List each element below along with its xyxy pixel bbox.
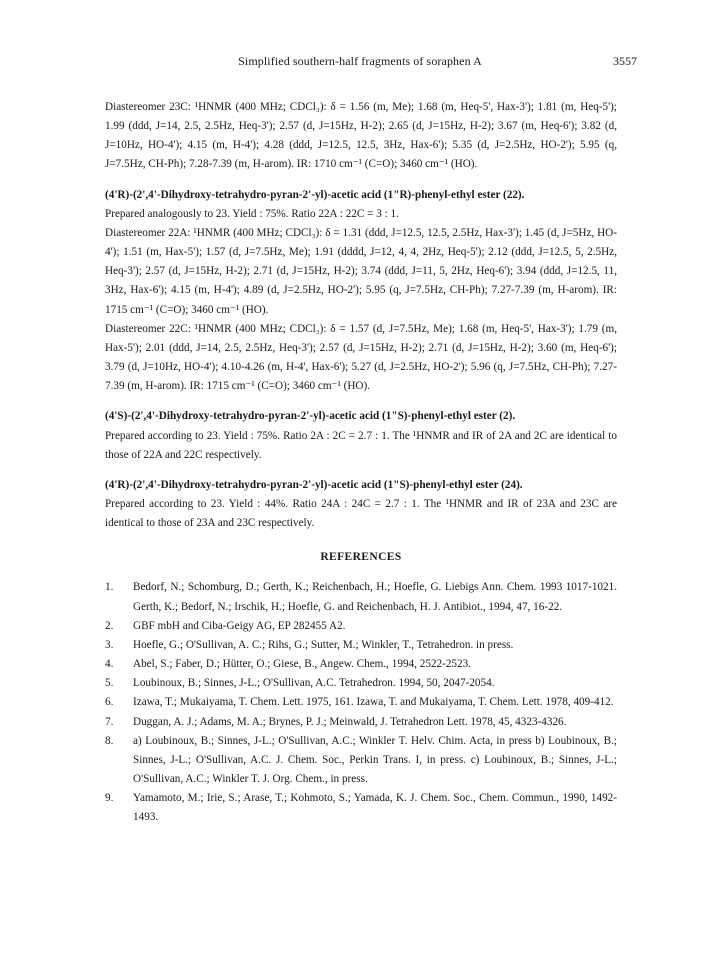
reference-item: 3. Hoefle, G.; O'Sullivan, A. C.; Rihs, G.; Sutter, M.; Winkler, T., Tetrahedron. in press. bbox=[105, 638, 514, 651]
reference-item: 4. Abel, S.; Faber, D.; Hütter, O.; Giese, B., Angew. Chem., 1994, 2522-2523. bbox=[105, 658, 472, 671]
references-heading: REFERENCES bbox=[320, 551, 402, 564]
diastereomer-22c-paragraph: Diastereomer 22C: ¹HNMR (400 MHz; CDCl₃): δ = 1.57 (d, J=7.5Hz, Me); 1.68 (m, Heq-5', Hax-3'); 1.79 (m, Hax-5'); 2.01 (ddd, J=14, 2.5, 2.5Hz, Heq-3'); 2.57 (d, J=15Hz, H-2); 2.71 (d, J=15Hz, H-2); 3.60 (m, Heq-6'); 3.79 (d, J=10Hz, HO-4'); 4.10-4.26 (m, H-4', Hax-6'); 5.27 (d, J=2.5Hz, HO-2'); 5.96 (q, J=7.5Hz, CH-Ph); 7.27-7.39 (m, H-arom). IR: 1715 cm⁻¹ (C=O); 3460 cm⁻¹ (HO). bbox=[105, 322, 617, 393]
compound-22-heading: (4'R)-(2',4'-Dihydroxy-tetrahydro-pyran-2'-yl)-acetic acid (1"R)-phenyl-ethyl ester (22). bbox=[105, 188, 525, 201]
reference-item: 5. Loubinoux, B.; Sinnes, J-L.; O'Sullivan, A.C. Tetrahedron. 1994, 50, 2047-2054. bbox=[105, 677, 495, 690]
compound-24-text: Prepared according to 23. Yield : 44%. Ratio 24A : 24C = 2.7 : 1. The ¹HNMR and IR of 23A and 23C are identical to those of 23A and 23C respectively. bbox=[105, 497, 617, 530]
body-text bbox=[105, 98, 617, 827]
reference-item: 9. Yamamoto, M.; Irie, S.; Arase, T.; Kohmoto, S.; Yamada, K. J. Chem. Soc., Chem. Commun., 1990, 1492-1493. bbox=[105, 792, 617, 824]
reference-item: 6. Izawa, T.; Mukaiyama, T. Chem. Lett. 1975, 161. Izawa, T. and Mukaiyama, T. Chem. Lett. 1978, 409-412. bbox=[105, 696, 614, 709]
page-number: 3557 bbox=[613, 54, 637, 68]
diastereomer-23c-paragraph: Diastereomer 23C: ¹HNMR (400 MHz; CDCl₃): δ = 1.56 (m, Me); 1.68 (m, Heq-5', Hax-3'); 1.81 (m, Heq-5'); 1.99 (ddd, J=14, 2.5, 2.5Hz, Heq-3'); 2.57 (d, J=15Hz, H-2); 2.65 (d, J=15Hz, H-2); 3.67 (m, Heq-6'); 3.82 (d, J=10Hz, HO-4'); 4.15 (m, H-4'); 4.28 (ddd, J=12.5, 12.5, 3Hz, Hax-6'); 5.35 (d, J=2.5Hz, HO-2'); 5.95 (q, J=7.5Hz, CH-Ph); 7.28-7.39 (m, H-arom). IR: 1710 cm⁻¹ (C=O); 3460 cm⁻¹ (HO). bbox=[105, 101, 617, 171]
reference-item: 2. GBF mbH and Ciba-Geigy AG, EP 282455 A2. bbox=[105, 619, 346, 632]
compound-24-heading: (4'R)-(2',4'-Dihydroxy-tetrahydro-pyran-2'-yl)-acetic acid (1"S)-phenyl-ethyl ester (24). bbox=[105, 478, 523, 491]
reference-item: 1. Bedorf, N.; Schomburg, D.; Gerth, K.; Reichenbach, H.; Hoefle, G. Liebigs Ann. Chem. 1993 1017-1021. Gerth, K.; Bedorf, N.; Irschik, H.; Hoefle, G. and Reichenbach, H. J. Antibiot., 1994, 47, 16-22. bbox=[105, 581, 617, 613]
running-title: Simplified southern-half fragments of soraphen A bbox=[238, 54, 482, 68]
compound-2-heading: (4'S)-(2',4'-Dihydroxy-tetrahydro-pyran-2'-yl)-acetic acid (1"S)-phenyl-ethyl ester (2). bbox=[105, 410, 516, 423]
compound-2-text: Prepared according to 23. Yield : 75%. Ratio 2A : 2C = 2.7 : 1. The ¹HNMR and IR of 2A and 2C are identical to those of 22A and 22C respectively. bbox=[105, 429, 617, 461]
compound-22-prep: Prepared analogously to 23. Yield : 75%. Ratio 22A : 22C = 3 : 1. bbox=[105, 207, 399, 220]
reference-item: 8. a) Loubinoux, B.; Sinnes, J-L.; O'Sullivan, A.C.; Winkler T. Helv. Chim. Acta, in press b) Loubinoux, B.; Sinnes, J-L.; O'Sullivan, A.C. J. Chem. Soc., Perkin Trans. I, in press. c) Loubinoux, B.; Sinnes, J-L.; O'Sullivan, A.C.; Winkler T. J. Org. Chem., in press. bbox=[105, 734, 617, 785]
diastereomer-22a-paragraph: Diastereomer 22A: ¹HNMR (400 MHz; CDCl₃): δ = 1.31 (ddd, J=12.5, 12.5, 2.5Hz, Hax-3'); 1.45 (d, J=5Hz, HO-4'); 1.51 (m, Hax-5'); 1.57 (d, J=7.5Hz, Me); 1.91 (dddd, J=12, 4, 4, 2Hz, Heq-5'); 2.12 (ddd, J=12.5, 5, 2.5Hz, Heq-3'); 2.57 (d, J=15Hz, H-2); 2.71 (d, J=15Hz, H-2); 3.74 (ddd, J=11, 5, 2Hz, Heq-6'); 3.94 (ddd, J=12.5, 11, 3Hz, Hax-6'); 4.15 (m, H-4'); 4.89 (d, J=2.5Hz, HO-2'); 5.95 (q, J=7.5Hz, CH-Ph); 7.27-7.39 (m, H-arom). IR: 1715 cm⁻¹ (C=O); 3460 cm⁻¹ (HO). bbox=[105, 226, 617, 316]
reference-item: 7. Duggan, A. J.; Adams, M. A.; Brynes, P. J.; Meinwald, J. Tetrahedron Lett. 1978, 45, 4323-4326. bbox=[105, 715, 567, 728]
references-list bbox=[105, 578, 617, 827]
